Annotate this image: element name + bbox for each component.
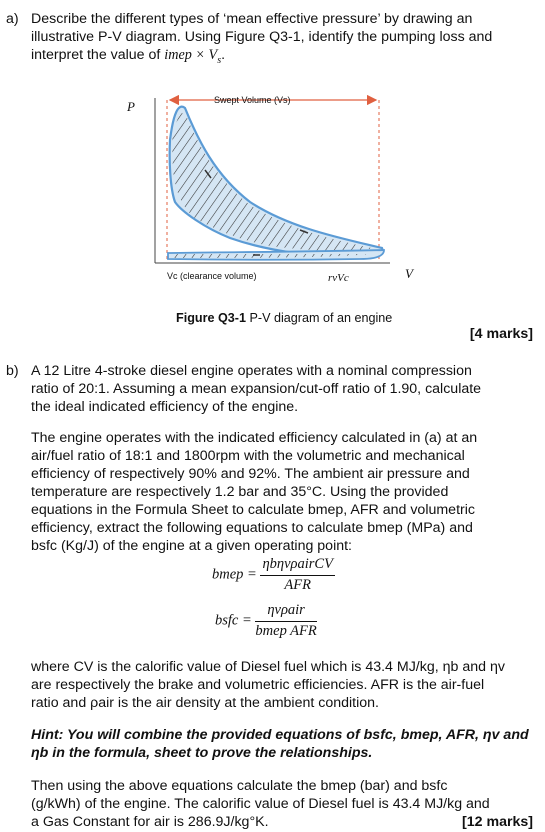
swept-volume-label: Swept Volume (Vs) <box>214 95 291 105</box>
part-b-p2-line-5: equations in the Formula Sheet to calculate bmep, AFR and volumetric <box>31 502 475 518</box>
part-b-p1-line-2: ratio of 20:1. Assuming a mean expansion/cut-off ratio of 1.90, calculate <box>31 381 482 397</box>
part-b-p2-line-4: temperature are respectively 1.2 bar and 35°C. Using the provided <box>31 484 449 500</box>
bmep-numerator: ηbηvρairCV <box>260 556 334 576</box>
rv-vc-label: rvVc <box>328 272 349 284</box>
bsfc-equation: bsfc = $\frac{\text{ηvρair}}{\text{bmep AFR}}$ <box>215 602 317 639</box>
part-b-p1-line-1: A 12 Litre 4-stroke diesel engine operates with a nominal compression <box>31 363 472 379</box>
part-a-line-1: Describe the different types of ‘mean effective pressure’ by drawing an <box>31 11 473 27</box>
imep-vs-expression: imep × $V_s$ <box>164 47 222 66</box>
v-axis-label: V <box>405 266 413 281</box>
part-b-marks: [12 marks] <box>462 814 533 830</box>
part-b-p3-line-3: ratio and ρair is the air density at the ambient condition. <box>31 695 379 711</box>
part-b-p2-line-2: air/fuel ratio of 18:1 and 1800rpm with the volumetric and mechanical <box>31 448 465 464</box>
part-b-p4-line-3: a Gas Constant for air is 286.9J/kg°K. <box>31 814 269 830</box>
clearance-volume-label: Vc (clearance volume) <box>167 271 257 281</box>
part-b-p3-line-2: are respectively the brake and volumetric efficiencies. AFR is the air-fuel <box>31 677 485 693</box>
part-a-line-3: interpret the value of imep × $V_s$. <box>31 47 226 66</box>
bsfc-denominator: bmep AFR <box>255 622 317 639</box>
part-b-p2-line-7: bsfc (Kg/J) of the engine at a given operating point: <box>31 538 352 554</box>
hint-line-1: Hint: You will combine the provided equations of bsfc, bmep, AFR, ηv and <box>31 727 529 743</box>
bmep-denominator: AFR <box>284 576 311 593</box>
part-b-p3-line-1: where CV is the calorific value of Diesel fuel which is 43.4 MJ/kg, ηb and ηv <box>31 659 505 675</box>
pv-diagram <box>0 80 545 310</box>
part-a-line-2: illustrative P-V diagram. Using Figure Q3-1, identify the pumping loss and <box>31 29 493 45</box>
p-axis-label: P <box>127 99 135 114</box>
part-b-p2-line-1: The engine operates with the indicated efficiency calculated in (a) at an <box>31 430 478 446</box>
hint-line-2: ηb in the formula, sheet to prove the relationships. <box>31 745 373 761</box>
bmep-equation: bmep = $\frac{\text{ηbηvρairCV}}{\text{AFR}}$ <box>212 556 333 593</box>
part-b-p2-line-3: efficiency of respectively 90% and 92%. The ambient air pressure and <box>31 466 470 482</box>
part-b-label: b) <box>6 363 19 379</box>
part-a-marks: [4 marks] <box>469 326 533 342</box>
part-a-label: a) <box>6 11 19 27</box>
part-b-p4-line-1: Then using the above equations calculate the bmep (bar) and bsfc <box>31 778 448 794</box>
bsfc-numerator: ηvρair <box>255 602 316 622</box>
part-b-p1-line-3: the ideal indicated efficiency of the engine. <box>31 399 299 415</box>
part-b-p4-line-2: (g/kWh) of the engine. The calorific value of Diesel fuel is 43.4 MJ/kg and <box>31 796 490 812</box>
positive-work-hatch <box>172 113 372 251</box>
part-b-p2-line-6: efficiency, extract the following equations to calculate bmep (MPa) and <box>31 520 473 536</box>
figure-caption: Figure Q3-1 P-V diagram of an engine <box>176 311 393 325</box>
